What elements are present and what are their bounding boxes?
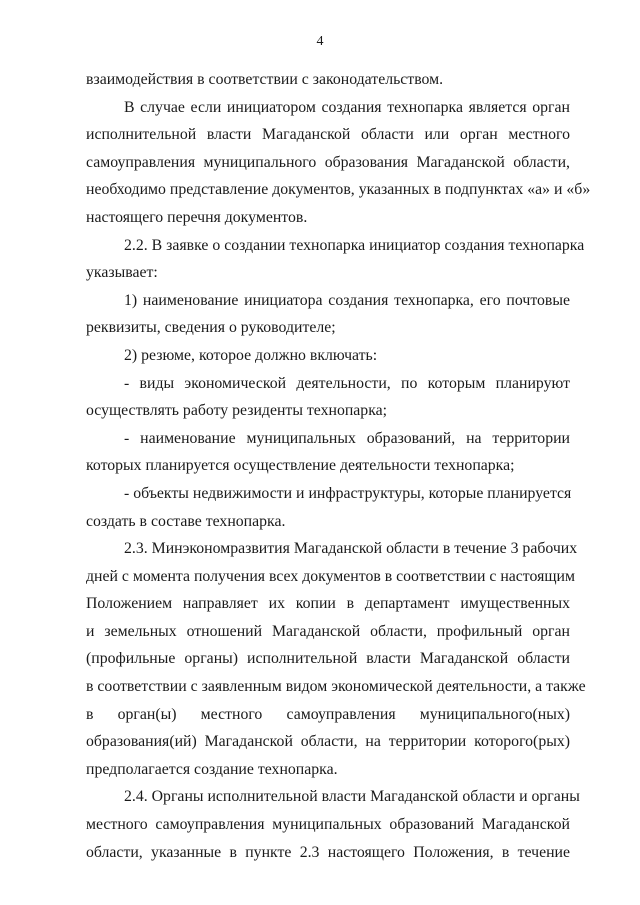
text-line: предполагается создание технопарка. bbox=[86, 760, 338, 778]
page-number: 4 bbox=[316, 34, 324, 49]
paragraph bbox=[86, 370, 570, 425]
text-line: 1) наименование инициатора создания технопарка, его почтовые bbox=[124, 291, 570, 309]
text-line: реквизиты, сведения о руководителе; bbox=[86, 319, 336, 337]
text-line: необходимо представление документов, указанных в подпунктах «а» и «б» bbox=[86, 181, 591, 199]
paragraph bbox=[86, 535, 586, 783]
paragraph bbox=[86, 480, 570, 535]
paragraph bbox=[86, 66, 570, 94]
text-line: местного самоуправления муниципальных образований Магаданской bbox=[86, 816, 570, 834]
paragraph bbox=[86, 342, 570, 370]
text-line: в орган(ы) местного самоуправления муниципального(ных) bbox=[86, 705, 570, 723]
text-line: осуществлять работу резиденты технопарка; bbox=[86, 402, 388, 420]
paragraph bbox=[86, 232, 585, 287]
text-line: указывает: bbox=[86, 264, 158, 282]
text-line: - виды экономической деятельности, по которым планируют bbox=[124, 374, 570, 392]
text-line: 2.3. Минэкономразвития Магаданской области в течение 3 рабочих bbox=[124, 540, 578, 558]
text-line: области, указанные в пункте 2.3 настоящего Положения, в течение bbox=[86, 843, 570, 861]
paragraph bbox=[86, 425, 570, 480]
text-line: (профильные органы) исполнительной власти Магаданской области bbox=[86, 650, 570, 668]
text-line: взаимодействия в соответствии с законодательством. bbox=[86, 71, 444, 88]
text-line: 2.4. Органы исполнительной власти Магаданской области и органы bbox=[124, 788, 580, 806]
text-line: и земельных отношений Магаданской области, профильный орган bbox=[86, 622, 570, 640]
text-line: В случае если инициатором создания технопарка является орган bbox=[124, 98, 570, 116]
text-line: создать в составе технопарка. bbox=[86, 512, 286, 530]
text-line: которых планируется осуществление деятельности технопарка; bbox=[86, 457, 515, 475]
document-body bbox=[86, 66, 591, 866]
text-line: - наименование муниципальных образований, на территории bbox=[124, 429, 570, 447]
text-line: 2) резюме, которое должно включать: bbox=[124, 346, 378, 364]
text-line: 2.2. В заявке о создании технопарка инициатор создания технопарка bbox=[124, 236, 585, 254]
text-line: настоящего перечня документов. bbox=[86, 208, 308, 226]
text-line: самоуправления муниципального образования Магаданской области, bbox=[86, 153, 570, 171]
text-line: в соответствии с заявленным видом экономической деятельности, а также bbox=[86, 678, 586, 696]
paragraph bbox=[86, 287, 570, 342]
text-line: исполнительной власти Магаданской области или орган местного bbox=[86, 126, 570, 144]
text-line: Положением направляет их копии в департамент имущественных bbox=[86, 595, 570, 613]
paragraph bbox=[86, 94, 591, 232]
paragraph bbox=[86, 783, 580, 866]
text-line: дней с момента получения всех документов в соответствии с настоящим bbox=[86, 567, 575, 585]
text-line: - объекты недвижимости и инфраструктуры, которые планируется bbox=[124, 484, 572, 502]
text-line: образования(ий) Магаданской области, на территории которого(рых) bbox=[86, 733, 570, 751]
